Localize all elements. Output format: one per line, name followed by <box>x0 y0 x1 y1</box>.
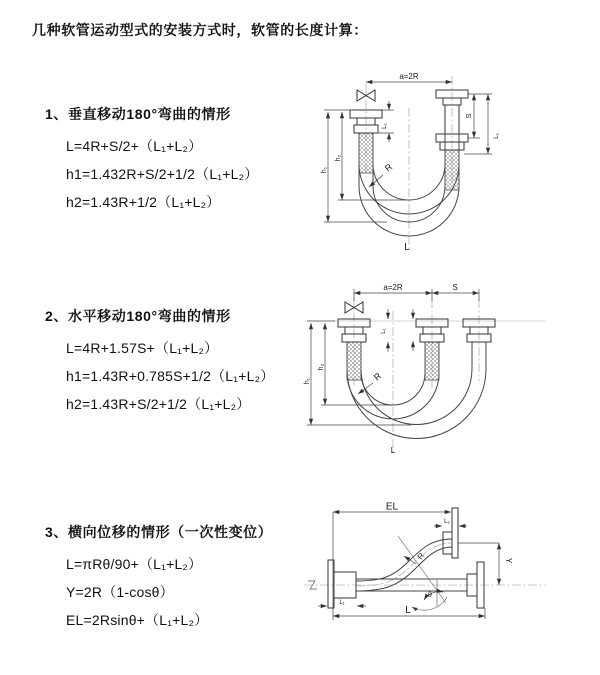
formula-h1: h1=1.432R+S/2+1/2（L₁+L₂） <box>66 166 259 182</box>
dimension-lines <box>324 82 492 222</box>
length-label: L <box>390 446 396 455</box>
dim-h2-label: h₂ <box>318 363 325 371</box>
formula-l: L=πRθ/90+（L₁+L₂） <box>66 556 203 572</box>
diagram-2-drawing <box>303 281 568 469</box>
diagram-1-drawing <box>312 66 584 258</box>
dim-s-label: S <box>464 113 473 119</box>
section-1 <box>45 104 325 216</box>
page-title: 几种软管运动型式的安装方式时，软管的长度计算： <box>32 22 368 38</box>
dim-y-label: Y <box>504 558 513 564</box>
radius-label: R <box>371 370 384 383</box>
diagram-horizontal-180-bend <box>303 281 568 474</box>
dim-el-label: EL <box>385 501 399 513</box>
dimension-lines <box>318 512 499 620</box>
dim-l1-right-label: L₁ <box>493 133 500 139</box>
diagram-lateral-displacement <box>300 500 570 653</box>
hose-u-curves <box>347 342 486 439</box>
dim-h1-label: h₁ <box>304 377 311 385</box>
formula-h1: h1=1.43R+0.785S+1/2（L₁+L₂） <box>66 368 275 384</box>
length-label: L <box>404 242 410 253</box>
formula-el: EL=2Rsinθ+（L₁+L₂） <box>66 612 209 628</box>
formula-y: Y=2R（1-cosθ） <box>66 584 174 600</box>
dim-h2-label: h₂ <box>335 154 342 162</box>
diagram-3-drawing <box>300 500 570 648</box>
dim-l1-label: L₁ <box>381 123 388 129</box>
radius-label: R <box>382 161 395 174</box>
formula-h2: h2=1.43R+S/2+1/2（L₁+L₂） <box>66 396 251 412</box>
dim-l1-label: L₁ <box>339 600 345 606</box>
flange-right-upper <box>443 508 458 558</box>
formula-l: L=4R+S/2+（L₁+L₂） <box>66 138 203 154</box>
dim-l2-label: L₂ <box>444 519 450 525</box>
section-2-heading: 2、水平移动180°弯曲的情形 <box>45 308 231 324</box>
section-3-heading: 3、横向位移的情形（一次性变位） <box>45 524 273 540</box>
construction-lines <box>398 536 447 610</box>
length-label: L <box>405 605 411 616</box>
section-2 <box>45 306 325 418</box>
formula-h2: h2=1.43R+1/2（L₁+L₂） <box>66 194 221 210</box>
dim-a2r-label: a=2R <box>383 283 403 292</box>
radius-label: R <box>415 551 427 562</box>
section-1-heading: 1、垂直移动180°弯曲的情形 <box>45 106 231 122</box>
dim-a2r-label: a=2R <box>399 72 419 81</box>
section-3 <box>45 522 325 634</box>
dim-s-label: S <box>452 283 458 292</box>
diagram-1-labels <box>321 72 500 253</box>
dim-h1-label: h₁ <box>321 166 328 174</box>
hose-s-curve <box>356 539 452 591</box>
formula-l: L=4R+1.57S+（L₁+L₂） <box>66 340 219 356</box>
diagram-vertical-180-bend <box>312 66 584 263</box>
angle-theta-label: θ <box>428 592 432 599</box>
dim-l1-label: L₁ <box>381 328 387 334</box>
